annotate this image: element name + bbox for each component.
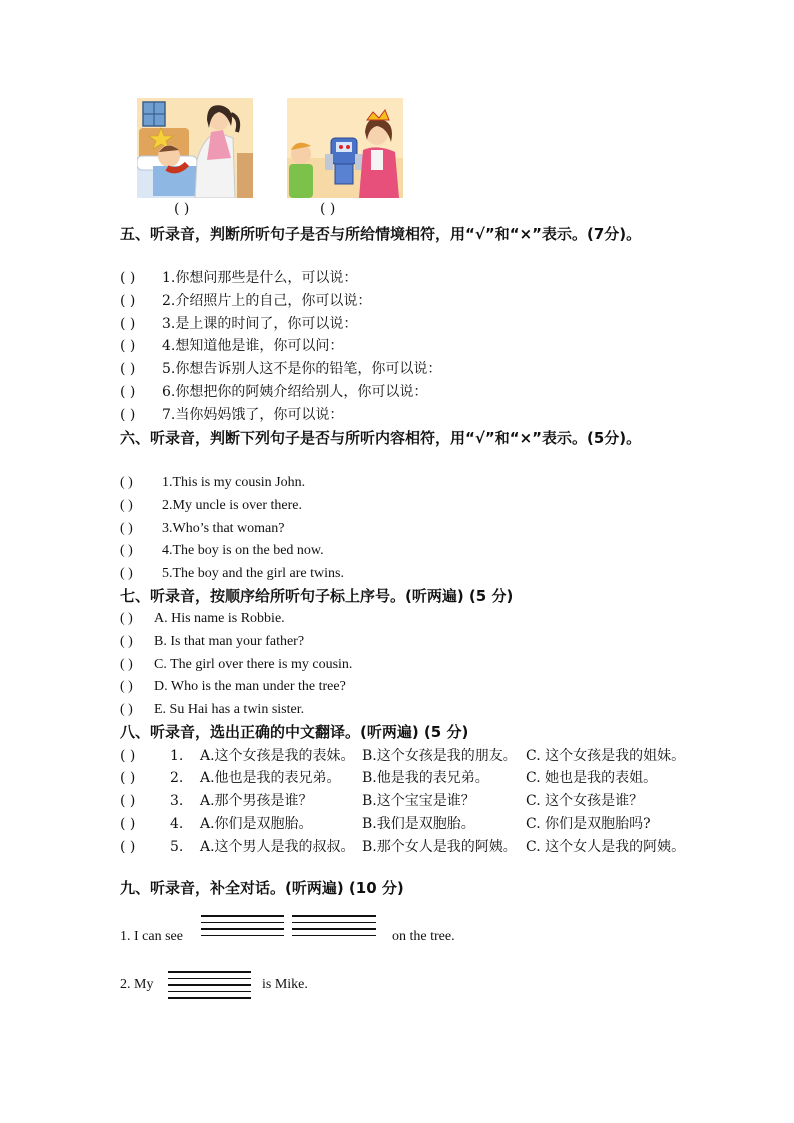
- answer-bracket[interactable]: ( ): [120, 521, 133, 536]
- section-5-item-5: [120, 359, 441, 379]
- item-text: 5.你想告诉别人这不是你的铅笔，你可以说：: [162, 361, 442, 377]
- section-5-item-3: [120, 314, 357, 334]
- section-8-item-3-number: 3.: [170, 793, 184, 809]
- question-1-start: 1. I can see: [120, 929, 183, 944]
- picture-sick-child: [137, 98, 253, 198]
- answer-bracket[interactable]: ( ): [120, 361, 136, 377]
- section-8-item-5-option-a: A.这个男人是我的叔叔。: [200, 839, 355, 855]
- item-text: 3.是上课的时间了，你可以说：: [162, 316, 358, 332]
- answer-bracket[interactable]: ( ): [120, 316, 136, 332]
- section-8-item-3-option-a: A.那个男孩是谁？: [200, 793, 313, 809]
- section-6-item-3: [120, 519, 284, 539]
- robot-toy-illustration: [287, 98, 403, 198]
- answer-bracket[interactable]: ( ): [120, 566, 133, 581]
- item-text: 4.想知道他是谁，你可以问：: [162, 338, 344, 354]
- question-2-start: 2. My: [120, 977, 154, 992]
- answer-bracket[interactable]: ( ): [120, 543, 133, 558]
- picture-robot-toy: [287, 98, 403, 198]
- section-8-item-2-number: 2.: [170, 770, 184, 786]
- section-7-item-e: [120, 700, 304, 720]
- section-8-item-1-option-a: A.这个女孩是我的表妹。: [200, 748, 355, 764]
- section-7-item-d: [120, 677, 346, 697]
- item-text: 6.你想把你的阿姨介绍给别人，你可以说：: [162, 384, 428, 400]
- section-8-item-1-option-b: B.这个女孩是我的朋友。: [362, 748, 517, 764]
- answer-blank-1a[interactable]: [201, 915, 284, 941]
- answer-bracket[interactable]: ( ): [120, 679, 133, 694]
- answer-blank-1b[interactable]: [292, 915, 376, 941]
- section-7-item-b: [120, 632, 304, 652]
- section-8-item-5-option-b: B.那个女人是我的阿姨。: [362, 839, 517, 855]
- section-7-item-c: [120, 655, 352, 675]
- answer-bracket[interactable]: ( ): [120, 270, 136, 286]
- answer-bracket[interactable]: ( ): [120, 611, 133, 626]
- section-8-item-4-option-c: C. 你们是双胞胎吗?: [526, 816, 651, 832]
- section-8-item-4-option-a: A.你们是双胞胎。: [200, 816, 313, 832]
- item-text: 4.The boy is on the bed now.: [162, 543, 324, 558]
- section-8-item-5-bracket[interactable]: ( ): [120, 839, 136, 855]
- item-text: B. Is that man your father?: [154, 634, 305, 649]
- answer-bracket[interactable]: ( ): [120, 293, 136, 309]
- section-8-item-1-bracket[interactable]: ( ): [120, 748, 136, 764]
- section-9-heading: 九、听录音，补全对话。(听两遍) (10 分): [120, 879, 404, 897]
- section-8-item-2-option-a: A.他也是我的表兄弟。: [200, 770, 341, 786]
- item-text: 7.当你妈妈饿了，你可以说：: [162, 407, 344, 423]
- item-text: 3.Who’s that woman?: [162, 521, 285, 536]
- section-8-item-2-option-c: C. 她也是我的表姐。: [526, 770, 658, 786]
- section-5-item-4: [120, 336, 343, 356]
- section-5-item-6: [120, 382, 427, 402]
- section-8-item-5-option-c: C. 这个女人是我的阿姨。: [526, 839, 686, 855]
- answer-bracket[interactable]: ( ): [120, 384, 136, 400]
- answer-bracket[interactable]: ( ): [120, 702, 133, 717]
- item-text: 1.你想问那些是什么，可以说：: [162, 270, 358, 286]
- question-2-end: is Mike.: [262, 977, 308, 992]
- section-5-item-1: [120, 268, 357, 288]
- section-6-item-1: [120, 473, 305, 493]
- item-text: 2.介绍照片上的自己，你可以说：: [162, 293, 372, 309]
- section-5-item-2: [120, 291, 371, 311]
- section-7-item-a: [120, 609, 285, 629]
- picture-answer-bracket-1[interactable]: ( ): [174, 201, 190, 217]
- item-text: 2.My uncle is over there.: [162, 498, 302, 513]
- sick-child-illustration: [137, 98, 253, 198]
- section-8-item-4-number: 4.: [170, 816, 184, 832]
- item-text: 5.The boy and the girl are twins.: [162, 566, 344, 581]
- item-text: A. His name is Robbie.: [154, 611, 285, 626]
- answer-bracket[interactable]: ( ): [120, 498, 133, 513]
- item-text: 1.This is my cousin John.: [162, 475, 306, 490]
- section-8-item-4-bracket[interactable]: ( ): [120, 816, 136, 832]
- section-6-heading: 六、听录音，判断下列句子是否与所听内容相符，用“√”和“×”表示。(5分)。: [120, 429, 642, 447]
- item-text: E. Su Hai has a twin sister.: [154, 702, 305, 717]
- section-8-item-3-bracket[interactable]: ( ): [120, 793, 136, 809]
- section-8-item-1-number: 1.: [170, 748, 184, 764]
- answer-bracket[interactable]: ( ): [120, 475, 133, 490]
- section-8-item-2-bracket[interactable]: ( ): [120, 770, 136, 786]
- section-6-item-2: [120, 496, 302, 516]
- section-5-heading: 五、听录音，判断所听句子是否与所给情境相符，用“√”和“×”表示。(7分)。: [120, 225, 642, 243]
- section-6-item-5: [120, 564, 344, 584]
- item-text: C. The girl over there is my cousin.: [154, 657, 353, 672]
- answer-blank-2[interactable]: [168, 971, 251, 1004]
- section-8-item-3-option-b: B.这个宝宝是谁？: [362, 793, 475, 809]
- section-8-item-2-option-b: B.他是我的表兄弟。: [362, 770, 489, 786]
- answer-bracket[interactable]: ( ): [120, 338, 136, 354]
- section-8-item-3-option-c: C. 这个女孩是谁？: [526, 793, 644, 809]
- answer-bracket[interactable]: ( ): [120, 657, 133, 672]
- section-8-item-1-option-c: C. 这个女孩是我的姐妹。: [526, 748, 686, 764]
- item-text: D. Who is the man under the tree?: [154, 679, 346, 694]
- answer-bracket[interactable]: ( ): [120, 407, 136, 423]
- answer-bracket[interactable]: ( ): [120, 634, 133, 649]
- section-6-item-4: [120, 541, 324, 561]
- section-7-heading: 七、听录音，按顺序给所听句子标上序号。(听两遍) (5 分): [120, 587, 514, 605]
- section-8-item-5-number: 5.: [170, 839, 184, 855]
- section-8-item-4-option-b: B.我们是双胞胎。: [362, 816, 475, 832]
- question-1-end: on the tree.: [392, 929, 455, 944]
- section-5-item-7: [120, 405, 343, 425]
- section-8-heading: 八、听录音，选出正确的中文翻译。(听两遍) (5 分): [120, 723, 469, 741]
- picture-answer-bracket-2[interactable]: ( ): [320, 201, 336, 217]
